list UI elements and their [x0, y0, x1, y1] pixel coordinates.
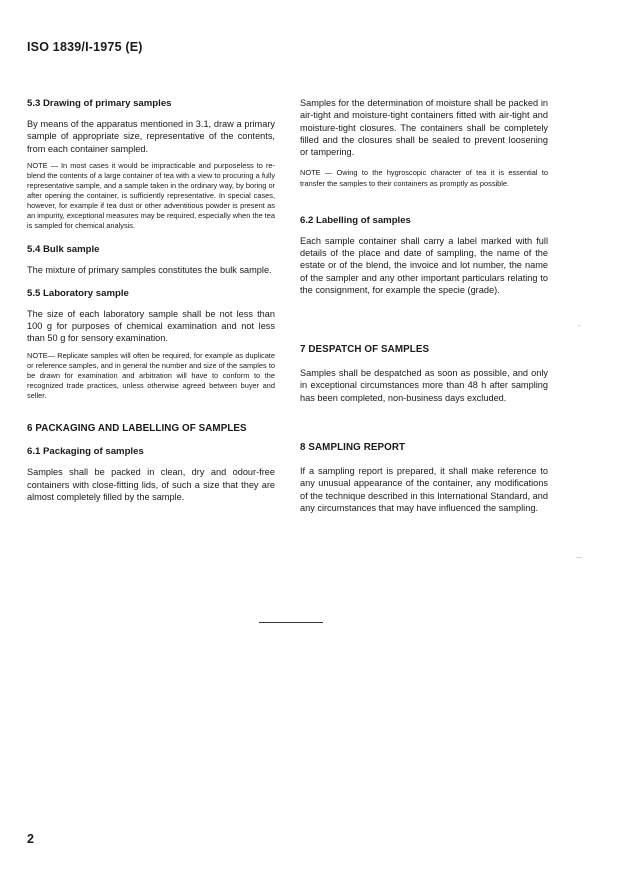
right-column	[300, 97, 548, 520]
section-8-body: If a sampling report is prepared, it shall make reference to any unusual appearance of the container, any modifications of the technique described in this International Standard, and any circumstances that may have influenced the sampling.	[300, 466, 548, 513]
section-5-3-body: By means of the apparatus mentioned in 3.1, draw a primary sample of appropriate size, representative of the contents, from each container sampled.	[27, 119, 275, 154]
section-7	[300, 344, 548, 404]
section-6-2	[300, 215, 548, 296]
section-5-4-body: The mixture of primary samples constitutes the bulk sample.	[27, 264, 272, 275]
scan-speck: .	[578, 318, 581, 328]
section-7-heading: 7 DESPATCH OF SAMPLES	[300, 344, 430, 356]
scan-mark: ⌣	[576, 552, 582, 562]
document-header: ISO 1839/I-1975 (E)	[27, 40, 143, 54]
section-5-5-heading: 5.5 Laboratory sample	[27, 287, 129, 299]
section-8-heading: 8 SAMPLING REPORT	[300, 442, 406, 454]
moisture-paragraph	[300, 97, 548, 189]
section-5-3-note: NOTE — In most cases it would be impracticable and purposeless to re-blend the contents of a large container of tea with a view to procuring a fully representative sample, and a sample taken in the ordinary way, by boring or after opening the container, is sufficiently representative. In special cases, however, for example if tea dust or other adventitious powder is present as an impurity, exceptional measures may be required, especially when the tea is sampled for chemical analysis.	[27, 160, 276, 231]
left-column	[27, 98, 275, 509]
section-6-1	[27, 446, 275, 503]
section-6-1-body: Samples shall be packed in clean, dry and odour-free containers with close-fitting lids, of such a size that they are almost completely filled by the sample.	[27, 467, 275, 502]
page-number: 2	[27, 832, 34, 846]
moisture-note: NOTE — Owing to the hygroscopic character of tea it is essential to transfer the samples to their containers as promptly as possible.	[300, 168, 548, 188]
section-6-heading: 6 PACKAGING AND LABELLING OF SAMPLES	[27, 423, 247, 435]
section-6-2-body: Each sample container shall carry a label marked with full details of the place and date of sampling, the name of the estate or of the blend, the invoice and lot number, the name of the sampler and any other important particulars relating to the consignment, for example the specie (grade).	[300, 235, 548, 295]
section-6-2-heading: 6.2 Labelling of samples	[300, 214, 411, 226]
section-7-body: Samples shall be despatched as soon as possible, and only in exceptional circumstances more than 48 h after sampling has been completed, non-business days excluded.	[300, 368, 548, 403]
section-8	[300, 442, 548, 514]
section-6-1-heading: 6.1 Packaging of samples	[27, 446, 144, 458]
section-5-4	[27, 244, 275, 276]
section-5-5-note: NOTE— Replicate samples will often be required, for example as duplicate or reference samples, and in general the number and size of the samples to be drawn for examination and arbitration will have to conform to the recognized trade practices, unless otherwise agreed between buyer and seller.	[27, 350, 276, 401]
section-5-3-heading: 5.3 Drawing of primary samples	[27, 98, 172, 109]
section-5-4-heading: 5.4 Bulk sample	[27, 243, 100, 255]
end-rule	[259, 622, 323, 623]
moisture-body: Samples for the determination of moisture shall be packed in air-tight and moisture-tight containers fitted with air-tight and moisture-tight closures. The containers shall be completely filled and the closures shall be sealed to prevent loosening or tampering.	[300, 98, 548, 158]
section-5-5	[27, 288, 275, 401]
section-5-3	[27, 98, 275, 232]
section-5-5-body: The size of each laboratory sample shall be not less than 100 g for purposes of chemical examination and not less than 50 g for sensory examination.	[27, 308, 275, 344]
